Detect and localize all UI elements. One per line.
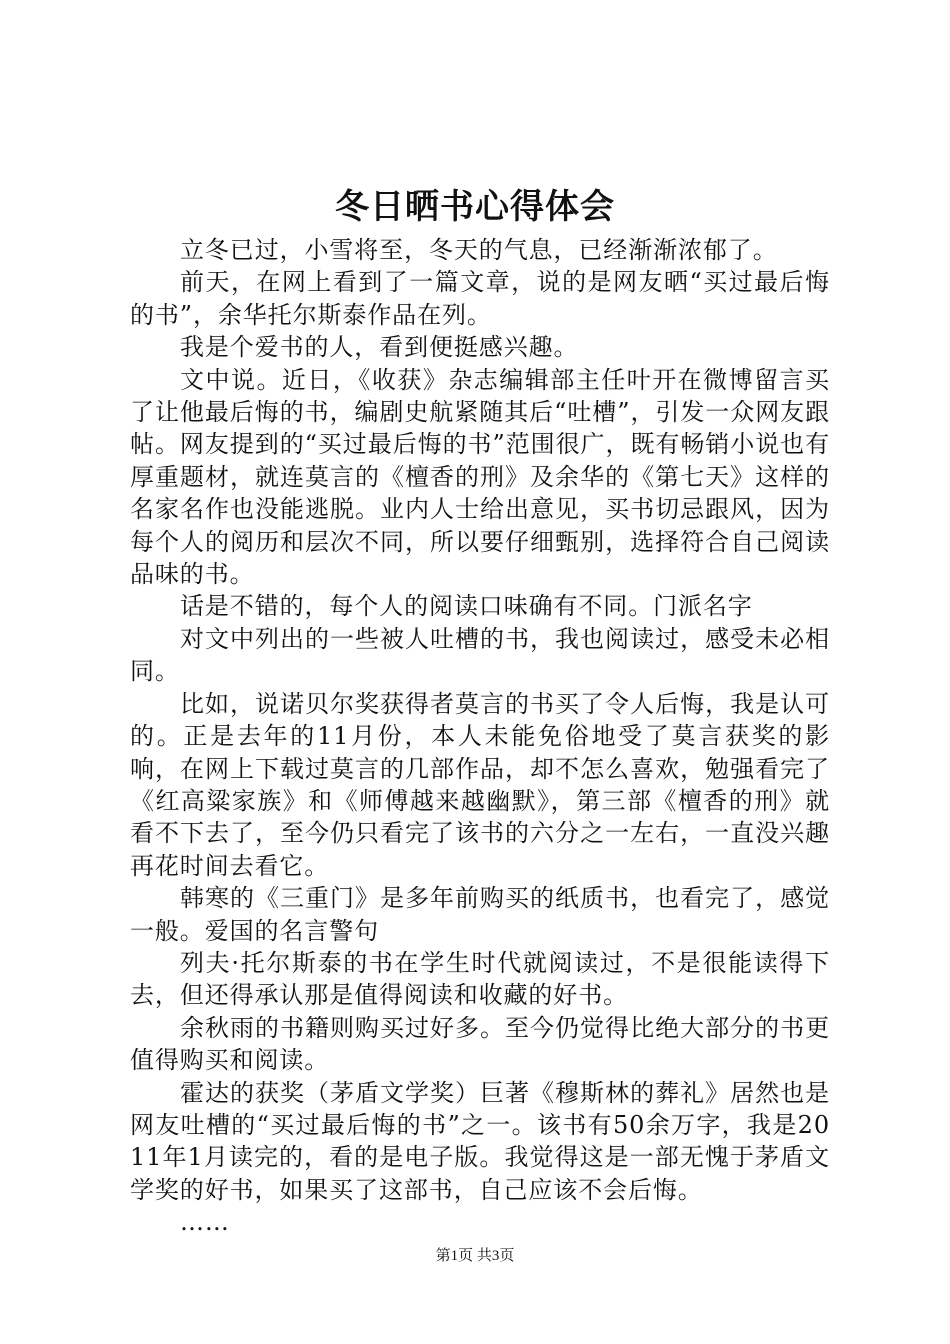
ellipsis-paragraph: …… [180, 1208, 230, 1237]
page-number-label: 第1页 共3页 [435, 1248, 515, 1264]
paragraph: 霍达的获奖（茅盾文学奖）巨著《穆斯林的葬礼》居然也是网友吐槽的“买过最后悔的书”之一。该书有50余万字，我是2011年1月读完的，看的是电子版。我觉得这是一部无愧于茅盾文学奖的好书，如果买了这部书，自己应该不会后悔。 [130, 1078, 830, 1204]
paragraph: 对文中列出的一些被人吐槽的书，我也阅读过，感受未必相同。 [130, 624, 830, 686]
paragraph: 列夫·托尔斯泰的书在学生时代就阅读过，不是很能读得下去，但还得承认那是值得阅读和收藏的好书。 [130, 948, 830, 1010]
paragraph: 比如，说诺贝尔奖获得者莫言的书买了令人后悔，我是认可的。正是去年的11月份，本人未能免俗地受了莫言获奖的影响，在网上下载过莫言的几部作品，却不怎么喜欢，勉强看完了《红高粱家族》和《师傅越来越幽默》，第三部《檀香的刑》就看不下去了，至今仍只看完了该书的六分之一左右，一直没兴趣再花时间去看它。 [130, 689, 830, 880]
paragraph: 余秋雨的书籍则购买过好多。至今仍觉得比绝大部分的书更值得购买和阅读。 [130, 1013, 830, 1075]
document-body [130, 234, 830, 1239]
paragraph: 我是个爱书的人，看到便挺感兴趣。 [180, 333, 579, 362]
paragraph: 话是不错的，每个人的阅读口味确有不同。门派名字 [180, 592, 753, 621]
paragraph: 文中说。近日，《收获》杂志编辑部主任叶开在微博留言买了让他最后悔的书，编剧史航紧随其后“吐槽”，引发一众网友跟帖。网友提到的“买过最后悔的书”范围很广，既有畅销小说也有厚重题材，就连莫言的《檀香的刑》及余华的《第七天》这样的名家名作也没能逃脱。业内人士给出意见，买书切忌跟风，因为每个人的阅历和层次不同，所以要仔细甄别，选择符合自己阅读品味的书。 [130, 365, 830, 589]
page-footer [0, 1246, 950, 1266]
paragraph: 前天，在网上看到了一篇文章，说的是网友晒“买过最后悔的书”，余华托尔斯泰作品在列。 [130, 268, 830, 329]
paragraph: 韩寒的《三重门》是多年前购买的纸质书，也看完了，感觉一般。爱国的名言警句 [130, 884, 830, 945]
paragraph: 立冬已过，小雪将至，冬天的气息，已经渐渐浓郁了。 [180, 236, 778, 264]
document-title: 冬日晒书心得体会 [335, 187, 615, 227]
